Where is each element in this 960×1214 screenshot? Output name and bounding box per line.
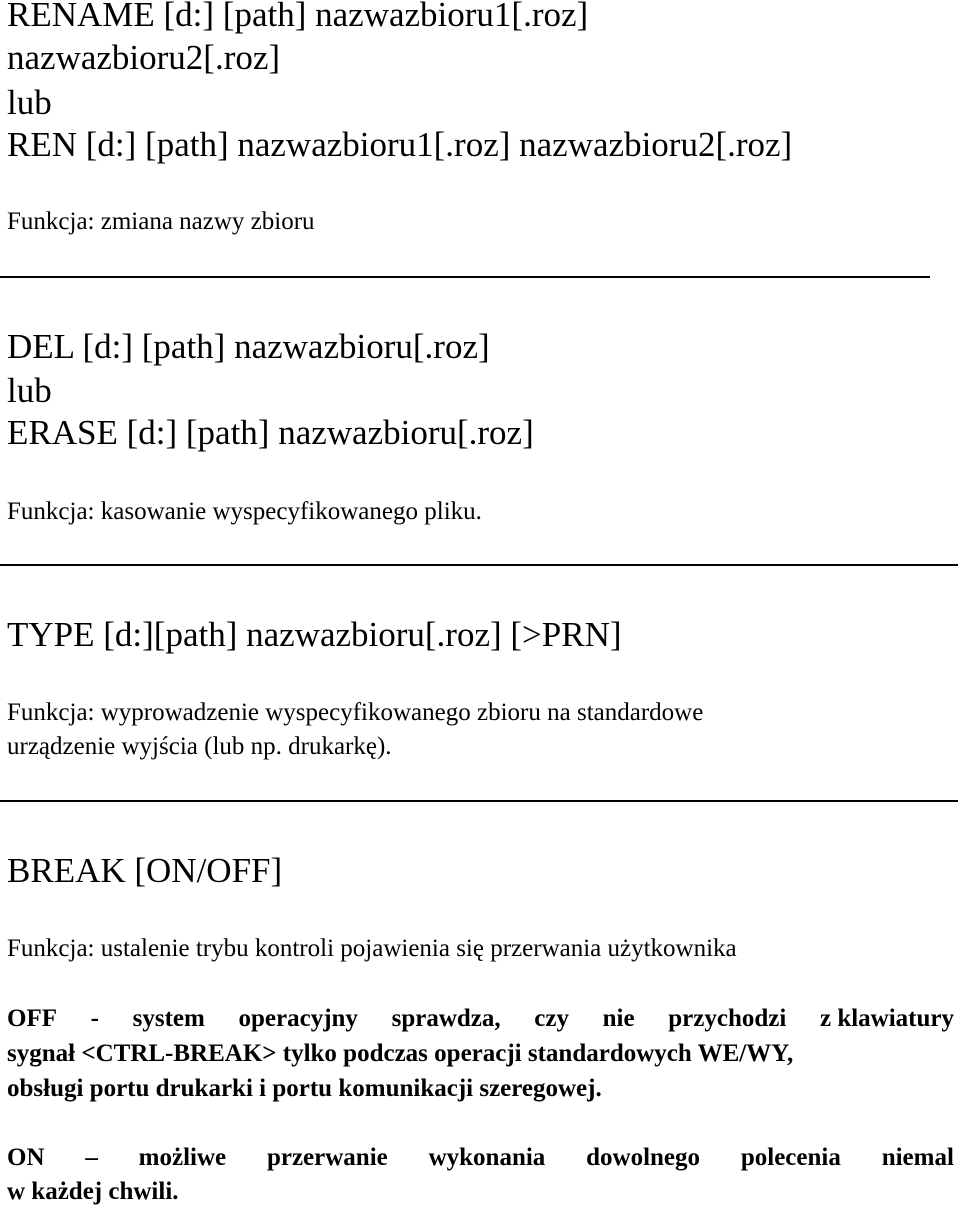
word: nie	[602, 1005, 635, 1032]
word: operacyjny	[238, 1005, 358, 1032]
section-divider-2	[0, 564, 958, 566]
del-syntax-line1: DEL [d:] [path] nazwazbioru[.roz]	[7, 327, 490, 366]
del-syntax-line2: ERASE [d:] [path] nazwazbioru[.roz]	[7, 413, 534, 452]
break-function-text: Funkcja: ustalenie trybu kontroli pojawienia się przerwania użytkownika	[7, 935, 737, 962]
rename-function-text: Funkcja: zmiana nazwy zbioru	[7, 208, 315, 235]
break-on-line1	[7, 1145, 954, 1170]
word: przerwanie	[266, 1144, 388, 1171]
word: dowolnego	[586, 1144, 701, 1171]
rename-syntax-line3: REN [d:] [path] nazwazbioru1[.roz] nazwazbioru2[.roz]	[7, 125, 793, 164]
rename-syntax-line2: nazwazbioru2[.roz]	[7, 38, 281, 77]
word: wykonania	[428, 1144, 546, 1171]
word: czy	[534, 1005, 569, 1032]
del-function-text: Funkcja: kasowanie wyspecyfikowanego pliku.	[7, 498, 482, 525]
type-function-line1: Funkcja: wyprowadzenie wyspecyfikowanego zbioru na standardowe	[7, 699, 704, 726]
section-divider-3	[0, 800, 958, 802]
word: przychodzi	[668, 1005, 787, 1032]
break-on-line2: w każdej chwili.	[7, 1178, 179, 1205]
break-off-line2: sygnał <CTRL-BREAK> tylko podczas operacji standardowych WE/WY,	[7, 1040, 794, 1067]
word: ON	[7, 1144, 45, 1171]
break-syntax: BREAK [ON/OFF]	[7, 851, 283, 890]
word: polecenia	[740, 1144, 841, 1171]
type-function-line2: urządzenie wyjścia (lub np. drukarkę).	[7, 733, 392, 760]
word: sprawdza,	[391, 1005, 501, 1032]
word: z klawiatury	[819, 1005, 954, 1032]
word: niemal	[881, 1144, 954, 1171]
word: -	[90, 1005, 99, 1032]
word: OFF	[7, 1005, 57, 1032]
word: możliwe	[138, 1144, 227, 1171]
break-off-line3: obsługi portu drukarki i portu komunikacji szeregowej.	[7, 1075, 602, 1102]
del-or-text: lub	[7, 371, 52, 410]
section-divider-1	[0, 276, 930, 278]
rename-or-text: lub	[7, 83, 52, 122]
break-off-line1	[7, 1006, 954, 1031]
word: system	[132, 1005, 205, 1032]
rename-syntax-line1: RENAME [d:] [path] nazwazbioru1[.roz]	[7, 0, 589, 34]
word: –	[85, 1144, 98, 1171]
type-syntax: TYPE [d:][path] nazwazbioru[.roz] [>PRN]	[7, 615, 622, 654]
